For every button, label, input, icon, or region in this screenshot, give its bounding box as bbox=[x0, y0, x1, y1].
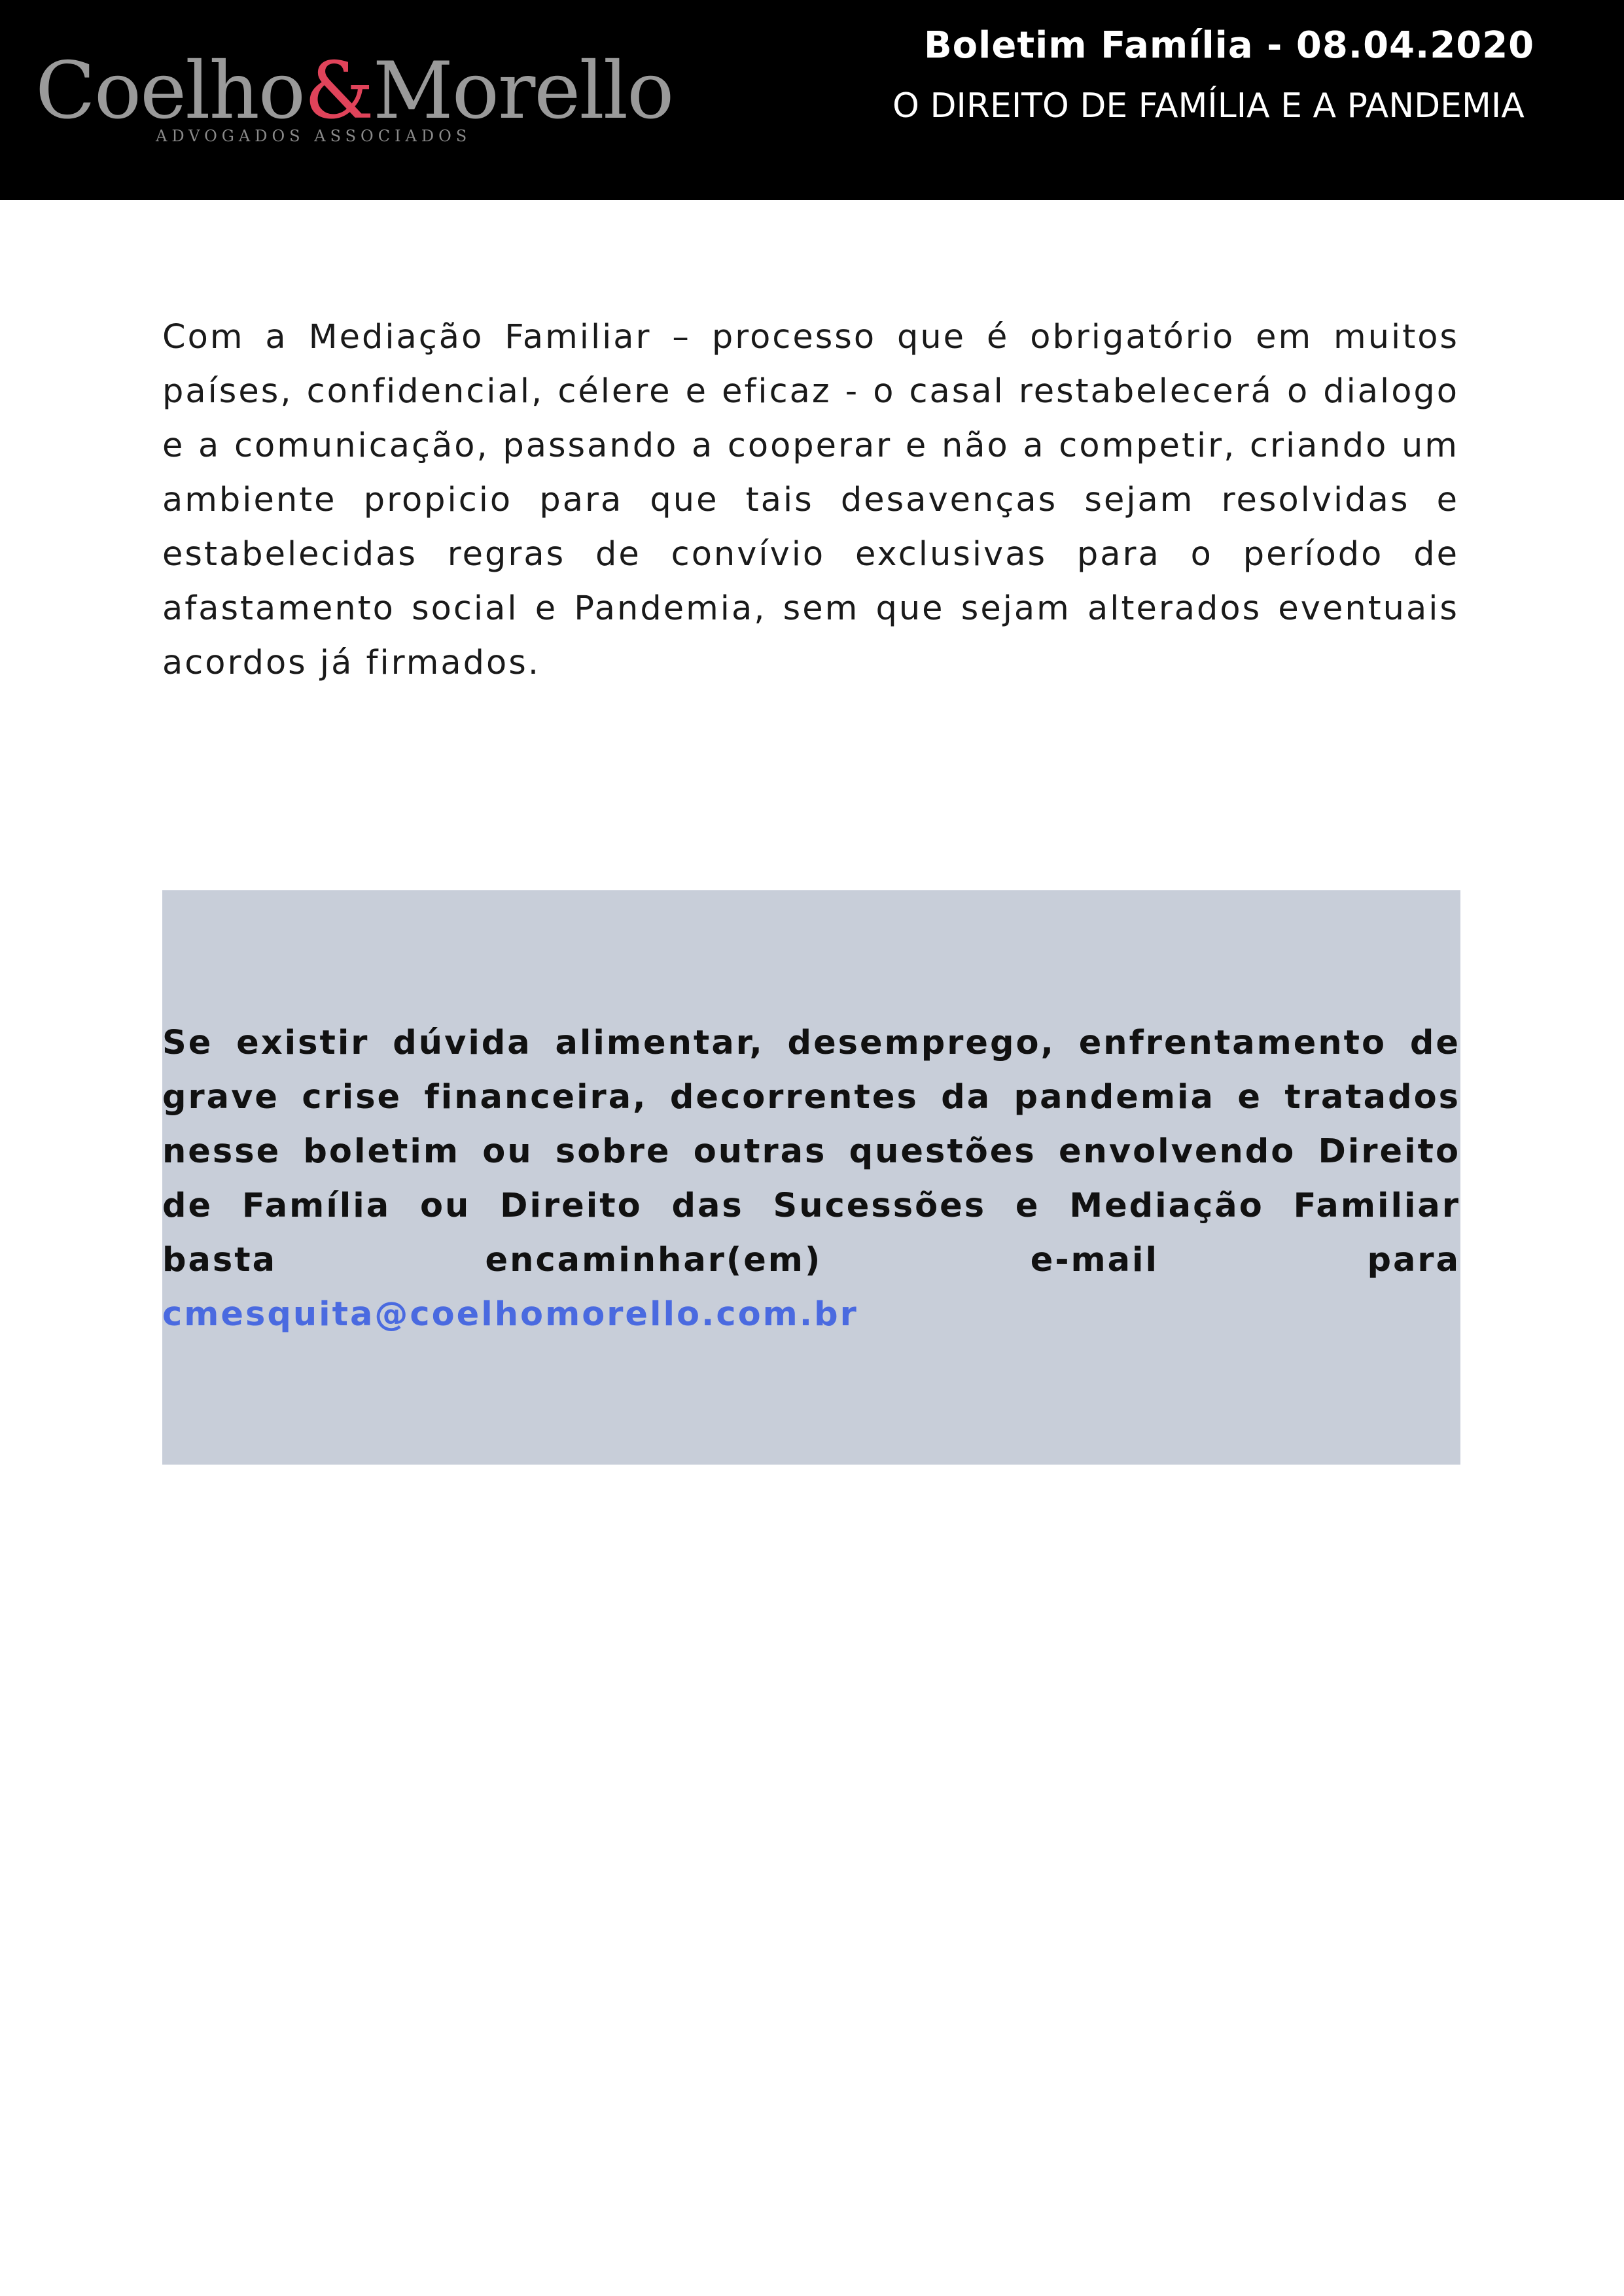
header-banner bbox=[0, 0, 1624, 200]
bulletin-title: Boletim Família - 08.04.2020 bbox=[924, 24, 1535, 67]
callout-message: Se existir dúvida alimentar, desemprego, enfrentamento de grave crise financeira, decorrentes da pandemia e tratados nesse boletim ou sobre outras questões envolvendo Direito de Família ou Direito das Sucessões e Mediação Familiar basta encaminhar(em) e-mail para bbox=[162, 1024, 1460, 1279]
callout-text bbox=[162, 1016, 1460, 1342]
contact-email-link[interactable]: cmesquita@coelhomorello.com.br bbox=[162, 1295, 858, 1334]
bulletin-subtitle: O DIREITO DE FAMÍLIA E A PANDEMIA bbox=[892, 86, 1525, 126]
logo-name-part1: Coelho bbox=[35, 46, 304, 137]
logo-ampersand: & bbox=[304, 46, 373, 137]
contact-callout-box bbox=[162, 890, 1460, 1465]
logo-name-part2: Morello bbox=[372, 46, 673, 137]
firm-logo bbox=[35, 46, 673, 150]
body-paragraph: Com a Mediação Familiar – processo que é obrigatório em muitos países, confidencial, célere e eficaz - o casal restabelecerá o dialogo e a comunicação, passando a cooperar e não a competir, criando um ambiente propicio para que tais desavenças sejam resolvidas e estabelecidas regras de convívio exclusivas para o período de afastamento social e Pandemia, sem que sejam alterados eventuais acordos já firmados. bbox=[162, 318, 1459, 682]
logo-tagline: ADVOGADOS ASSOCIADOS bbox=[156, 127, 472, 145]
logo-wordmark bbox=[35, 46, 673, 137]
